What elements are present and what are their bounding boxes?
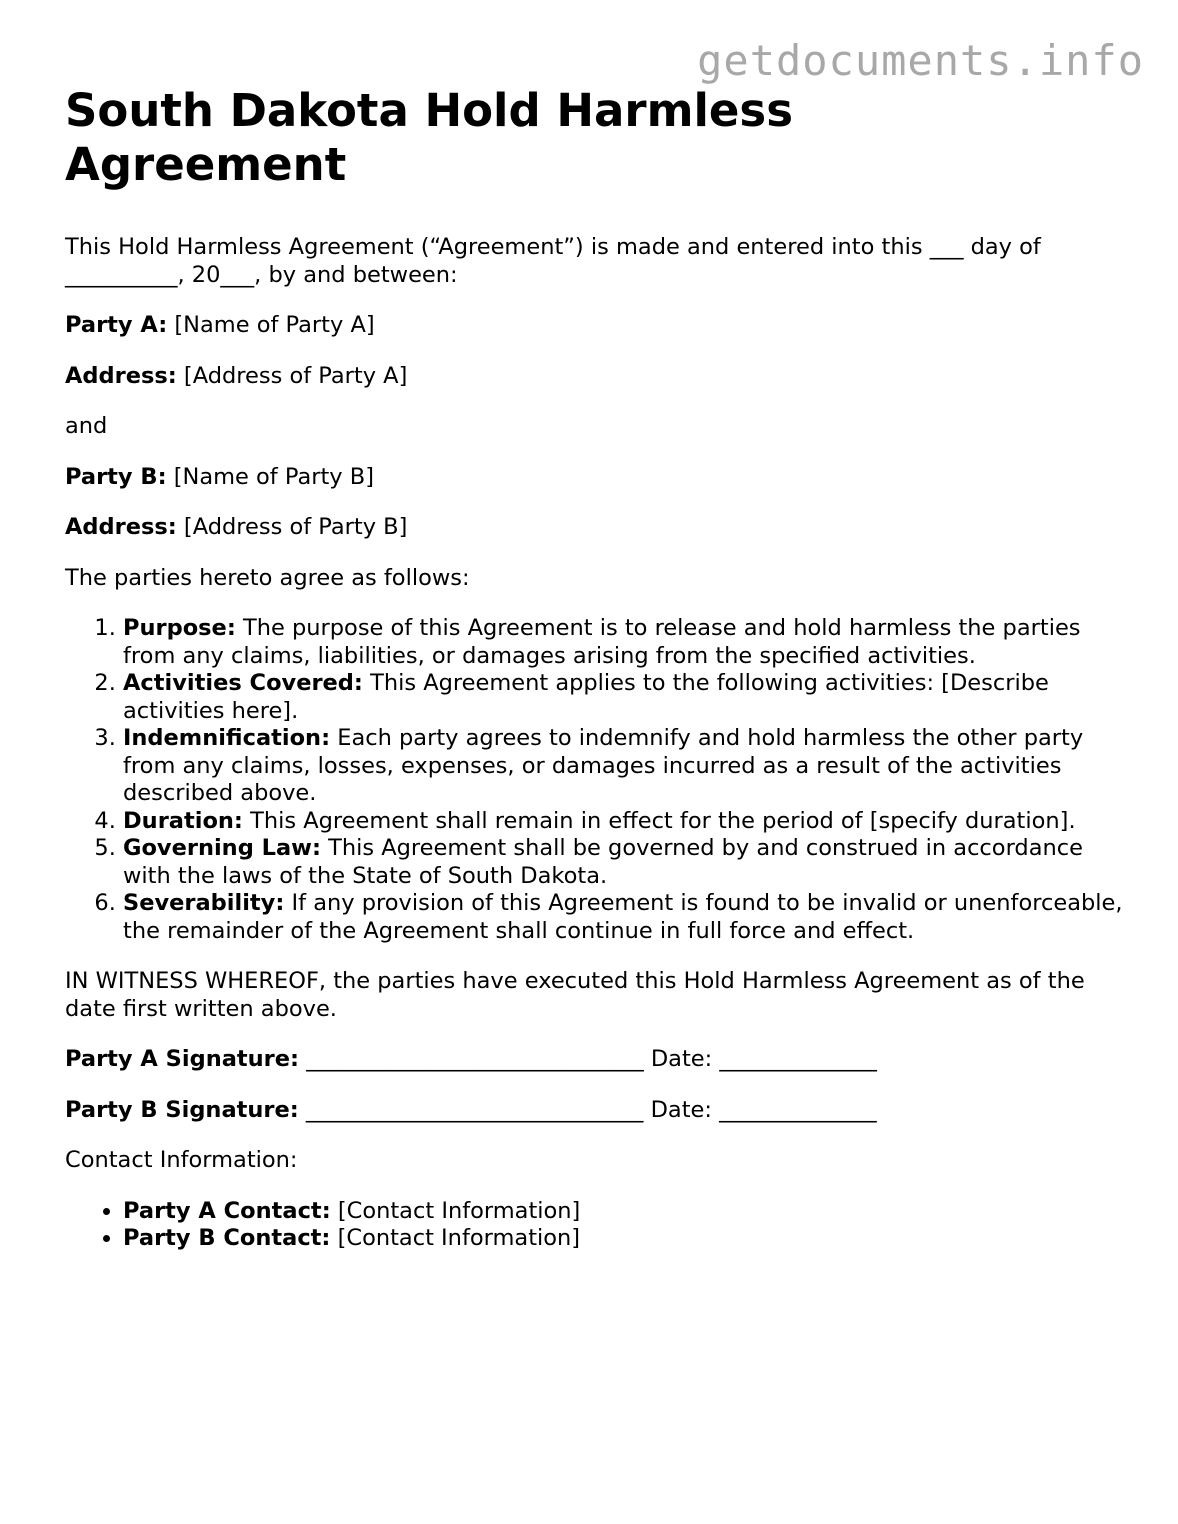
term-item [123,890,1125,945]
term-text: If any provision of this Agreement is found to be invalid or unenforceable, the remainder of the Agreement shall continue in full force and effect. [123,890,1123,944]
signature-a-label: Party A Signature: [65,1046,300,1072]
signature-a-field[interactable]: ______________________________ [306,1046,644,1072]
term-item [123,725,1125,808]
signature-b-label: Party B Signature: [65,1096,299,1123]
intro-paragraph: This Hold Harmless Agreement (“Agreement”) is made and entered into this ___ day of __________, 20___, by and between: [65,234,1041,288]
terms-list [65,615,1125,945]
address-a-label: Address: [65,362,177,389]
party-a-value: [Name of Party A] [174,312,375,338]
address-b-line [65,514,1125,542]
watermark: getdocuments.info [697,36,1144,85]
address-a-value: [Address of Party A] [183,362,408,389]
contact-value: [Contact Information] [337,1225,581,1251]
party-b-label: Party B: [65,463,167,490]
contacts-list [65,1198,1125,1253]
term-label: Activities Covered: [123,670,363,696]
and-text: and [65,413,108,439]
date-a-field[interactable]: ______________ [719,1046,877,1072]
witness-paragraph: IN WITNESS WHEREOF, the parties have executed this Hold Harmless Agreement as of the date first written above. [65,968,1085,1022]
address-b-value: [Address of Party B] [183,514,408,540]
term-label: Governing Law: [123,835,321,861]
document-title: South Dakota Hold Harmless Agreement [65,84,793,191]
term-label: Indemnification: [123,725,331,751]
address-b-label: Address: [65,514,177,540]
contact-label: Party B Contact: [123,1225,331,1251]
party-a-label: Party A: [65,312,168,338]
term-text: This Agreement shall remain in effect for the period of [specify duration]. [250,807,1076,834]
party-b-value: [Name of Party B] [173,463,374,490]
term-label: Severability: [123,890,285,916]
term-text: The purpose of this Agreement is to release and hold harmless the parties from any claims, liabilities, or damages arising from the specified activities. [123,615,1081,669]
contact-value: [Contact Information] [337,1197,581,1224]
date-a-label: Date: [650,1046,713,1072]
term-label: Purpose: [123,615,236,641]
agree-text: The parties hereto agree as follows: [65,564,470,591]
document-page [65,84,1125,1276]
term-item [123,670,1125,725]
contact-label: Party A Contact: [123,1197,331,1224]
contact-item [123,1225,1125,1253]
contact-heading: Contact Information: [65,1147,298,1173]
term-text: This Agreement applies to the following activities: [Describe activities here]. [123,670,1049,724]
term-item [123,615,1125,670]
contact-item [123,1198,1125,1226]
signature-b-field[interactable]: ______________________________ [305,1096,644,1123]
signature-b-line [65,1097,1125,1125]
term-label: Duration: [123,807,243,834]
address-a-line [65,363,1125,391]
signature-a-line [65,1046,1125,1074]
date-b-label: Date: [650,1096,712,1123]
party-a-line [65,312,1125,340]
term-item [123,808,1125,836]
term-item [123,835,1125,890]
party-b-line [65,464,1125,492]
term-text: This Agreement shall be governed by and construed in accordance with the laws of the State of South Dakota. [123,835,1083,889]
term-text: Each party agrees to indemnify and hold harmless the other party from any claims, losses, expenses, or damages incurred as a result of the activities described above. [123,725,1084,806]
date-b-field[interactable]: ______________ [719,1096,877,1123]
